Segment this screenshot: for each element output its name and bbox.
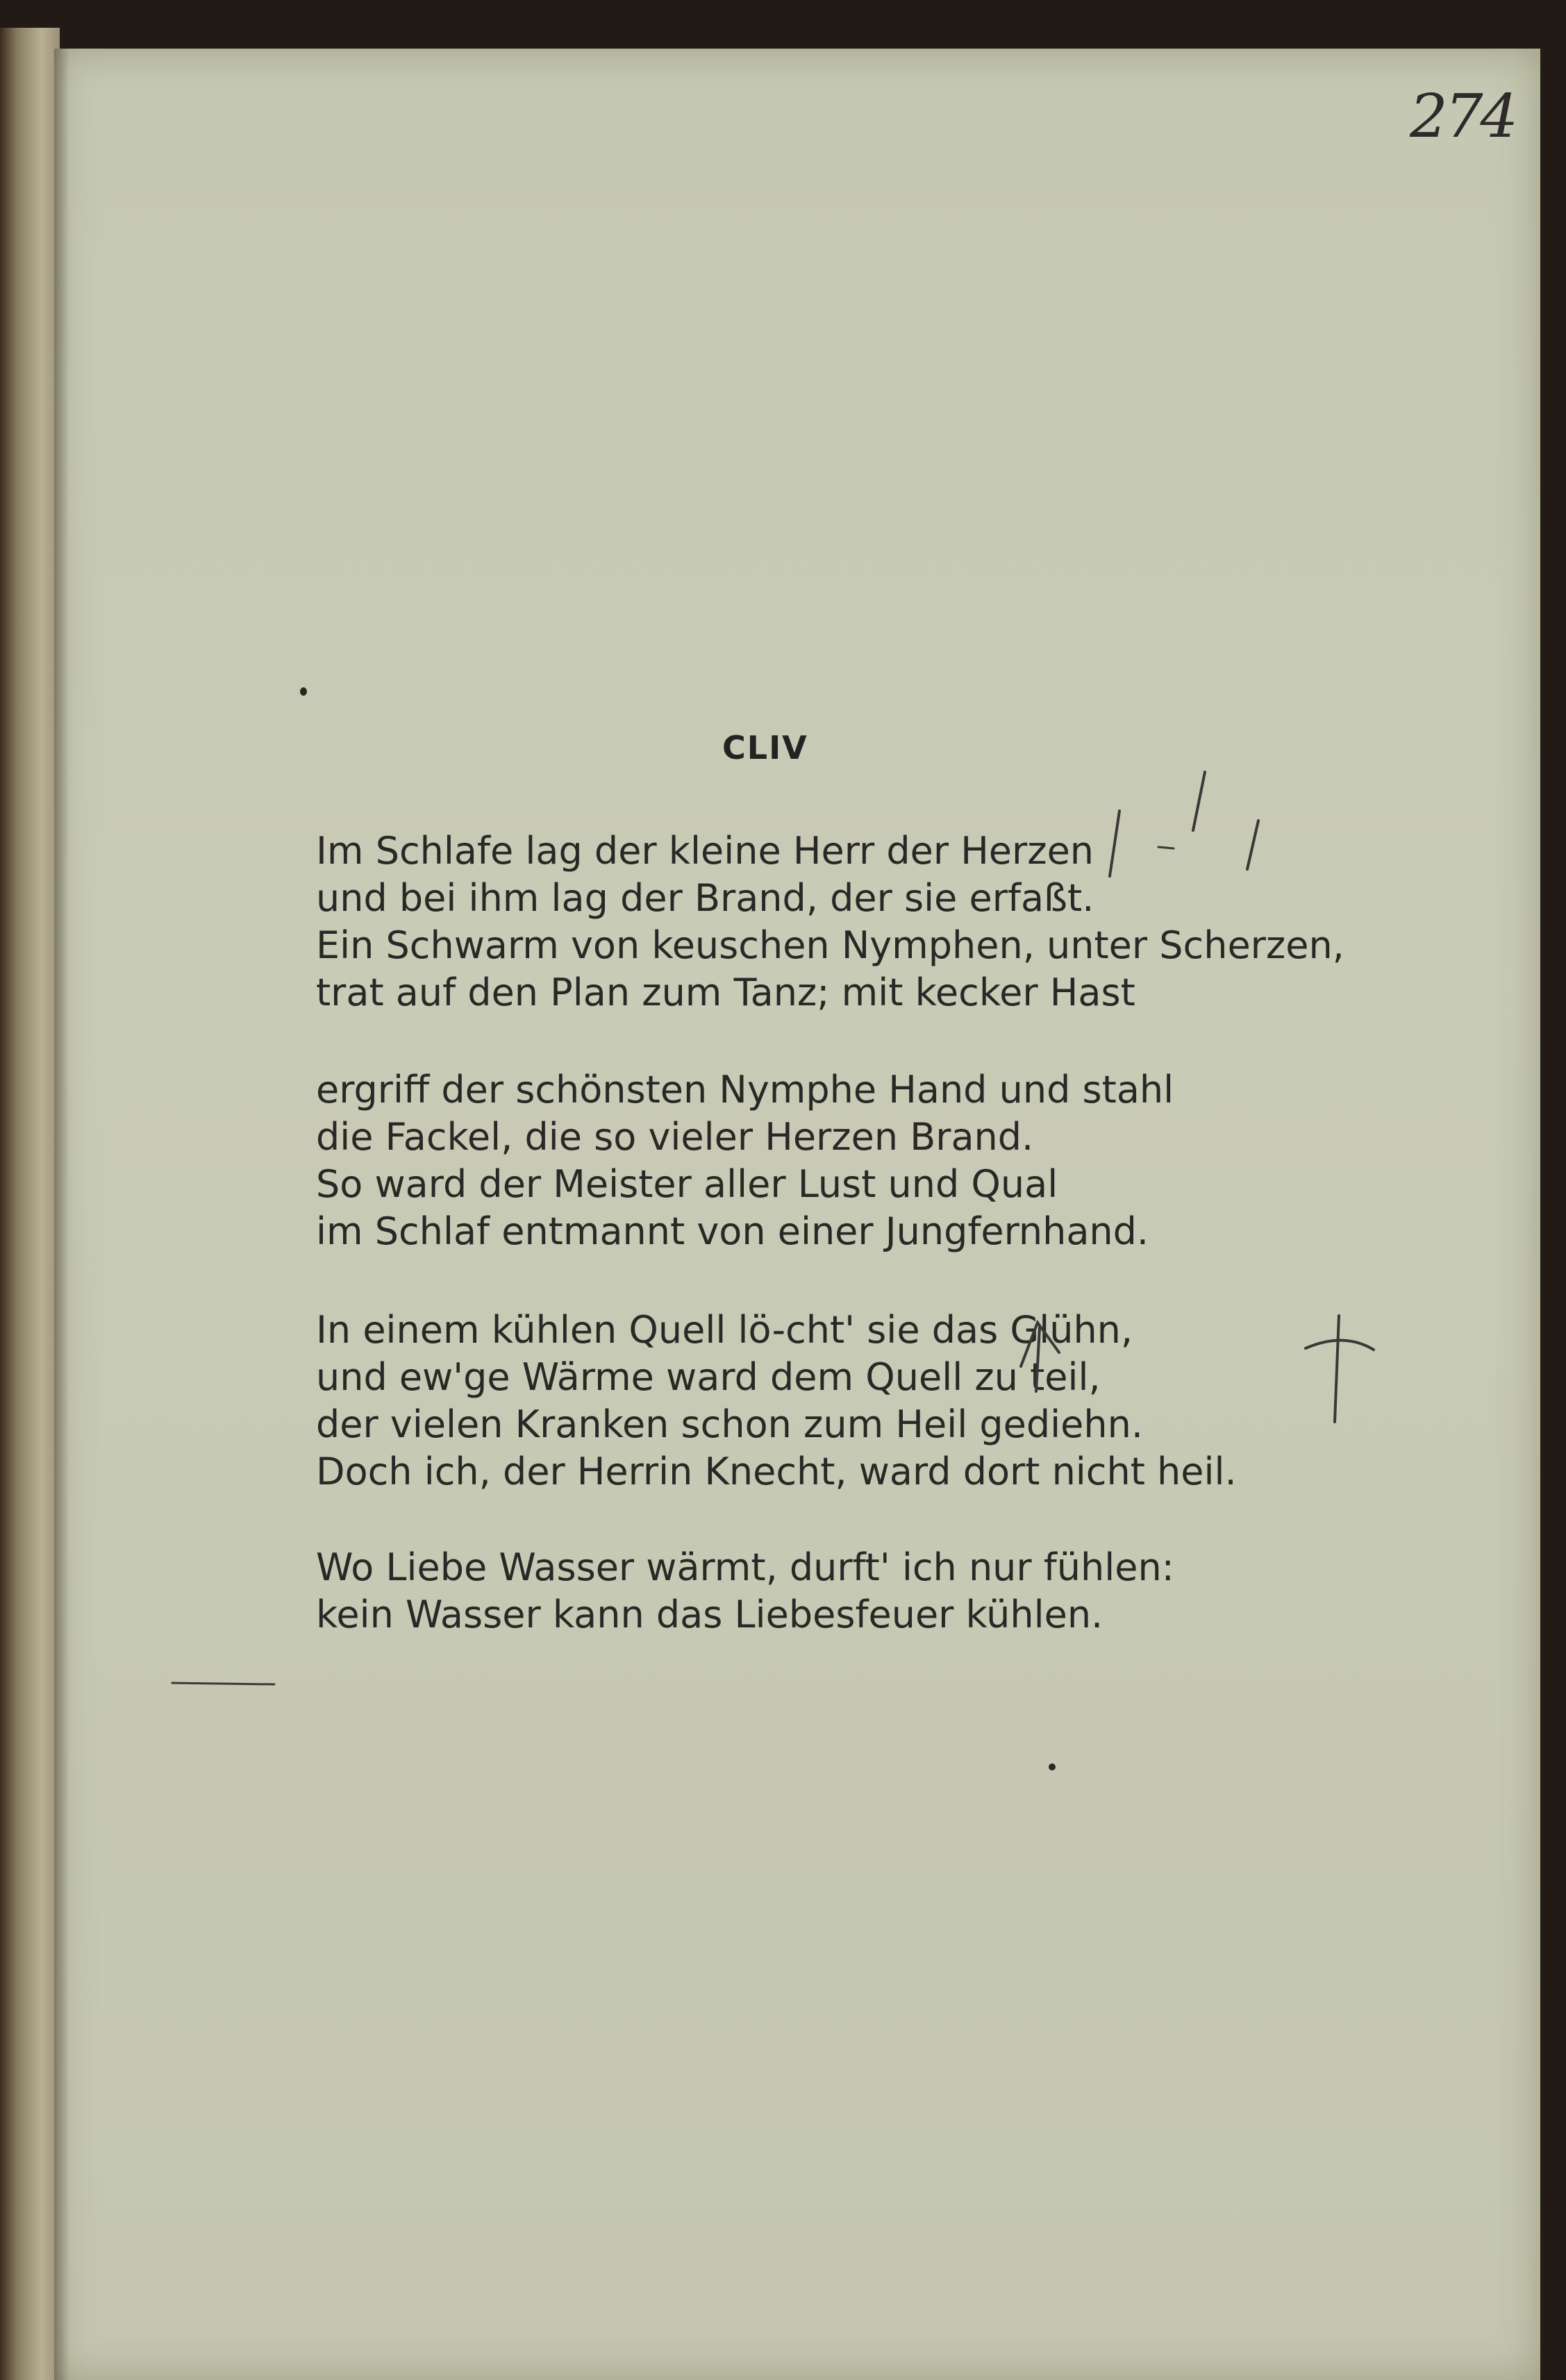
stanza — [316, 1307, 1237, 1495]
poem-line: Doch ich, der Herrin Knecht, ward dort nicht heil. — [316, 1450, 1237, 1493]
adjacent-page-edge — [0, 28, 60, 2380]
poem-line: im Schlaf entmannt von einer Jungfernhand. — [316, 1209, 1149, 1253]
poem-line: der vielen Kranken schon zum Heil gediehn. — [316, 1402, 1143, 1446]
poem-line: und ew'ge Wärme ward dem Quell zu teil, — [316, 1355, 1101, 1399]
stanza — [316, 828, 1344, 1016]
poem-line: Im Schlafe lag der kleine Herr der Herzen — [316, 829, 1094, 873]
page-binding-shadow — [54, 49, 69, 2380]
poem-line: Wo Liebe Wasser wärmt, durft' ich nur fühlen: — [316, 1545, 1174, 1589]
poem-line: trat auf den Plan zum Tanz; mit kecker Hast — [316, 971, 1135, 1014]
poem-line: Ein Schwarm von keuschen Nymphen, unter Scherzen, — [316, 923, 1344, 967]
poem-line: So ward der Meister aller Lust und Qual — [316, 1162, 1058, 1206]
poem-line: ergriff der schönsten Nymphe Hand und stahl — [316, 1068, 1174, 1112]
poem-line: kein Wasser kann das Liebesfeuer kühlen. — [316, 1593, 1103, 1636]
poem-line: und bei ihm lag der Brand, der sie erfaßt. — [316, 876, 1094, 920]
poem-heading: CLIV — [722, 729, 808, 766]
stanza — [316, 1066, 1174, 1255]
ink-speck — [1049, 1763, 1056, 1770]
poem-line: die Fackel, die so vieler Herzen Brand. — [316, 1115, 1034, 1159]
folio-number: 274 — [1410, 82, 1516, 151]
stanza — [316, 1544, 1174, 1639]
ink-speck — [300, 687, 307, 696]
poem-line: In einem kühlen Quell lö-cht' sie das Glühn, — [316, 1308, 1133, 1352]
